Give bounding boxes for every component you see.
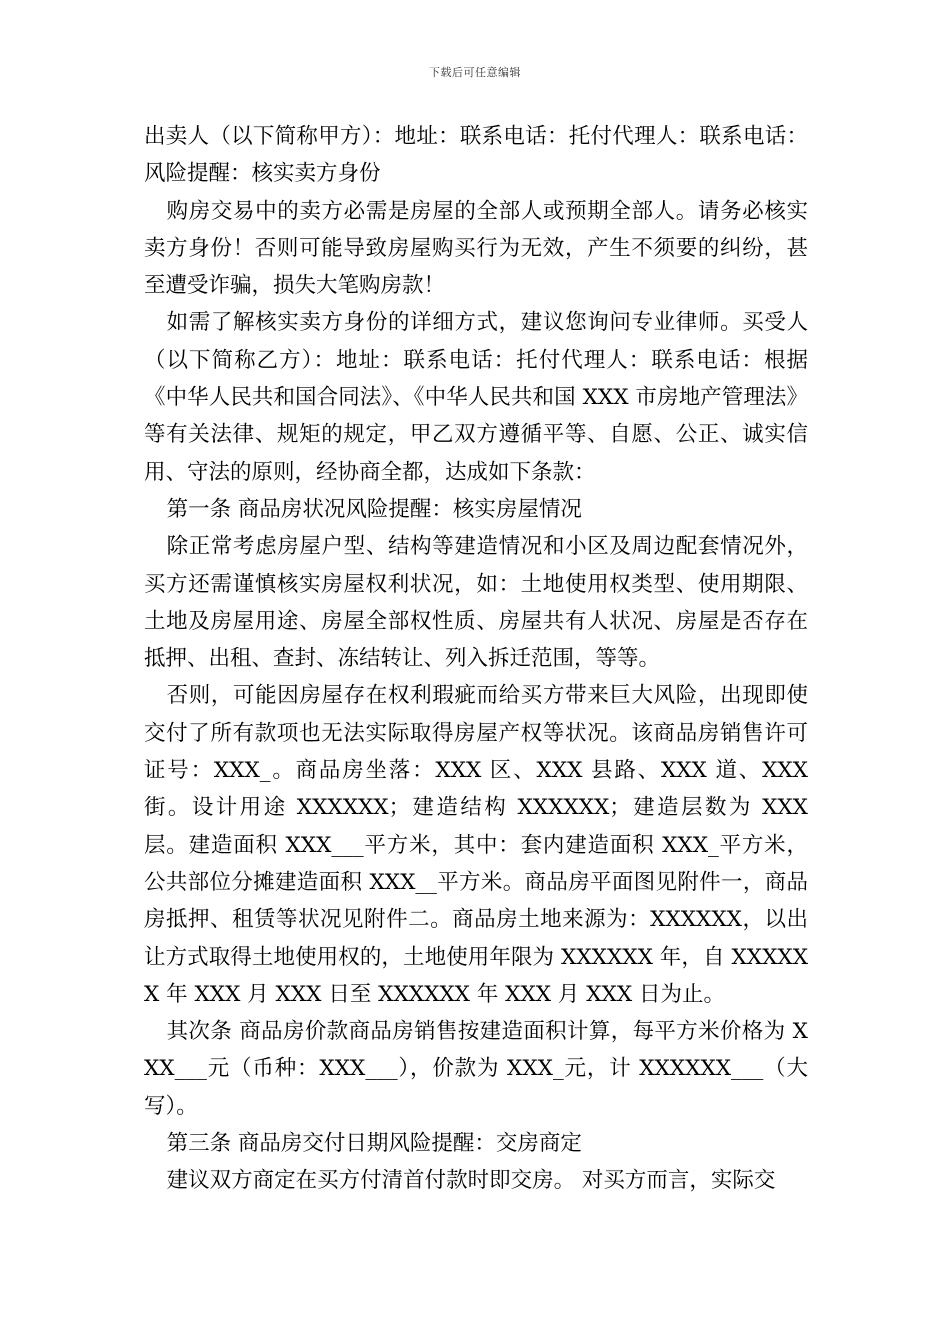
clause-1-heading: 第一条 商品房状况风险提醒：核实房屋情况 xyxy=(166,496,582,522)
paragraph-seller-info: 出卖人（以下简称甲方）：地址：联系电话：托付代理人：联系电话：风险提醒：核实卖方身份 xyxy=(144,124,808,187)
paragraph-property-rights: 除正常考虑房屋户型、结构等建造情况和小区及周边配套情况外，买方还需谨慎核实房屋权利状况，如：土地使用权类型、使用期限、土地及房屋用途、房屋全部权性质、房屋共有人状况、房屋是否存在抵押、出租、查封、冻结转让、列入拆迁范围，等等。 xyxy=(144,534,808,672)
clause-3-heading: 第三条 商品房交付日期风险提醒：交房商定 xyxy=(166,1131,582,1157)
document-body xyxy=(144,118,808,1200)
page-header-note: 下载后可任意编辑 xyxy=(429,66,521,79)
paragraph-property-details: 否则，可能因房屋存在权利瑕疵而给买方带来巨大风险，出现即使交付了所有款项也无法实际取得房屋产权等状况。该商品房销售许可证号：XXX_。商品房坐落：XXX 区、XXX 县路、XXX 道、XXX 街。设计用途 XXXXXX；建造结构 XXXXXX；建造层数为 XXX 层。建造面积 XXX___平方米，其中：套内建造面积 XXX_平方米，公共部位分摊建造面积 XXX__平方米。商品房平面图见附件一，商品房抵押、租赁等状况见附件二。商品房土地来源为：XXXXXX，以出让方式取得土地使用权的，土地使用年限为 XXXXXX 年，自 XXXXXX 年 XXX 月 XXX 日至 XXXXXX 年 XXX 月 XXX 日为止。 xyxy=(144,683,808,1007)
clause-2-price: 其次条 商品房价款商品房销售按建造面积计算，每平方米价格为 XXX___元（币种：XXX___），价款为 XXX_元，计 XXXXXX___（大写）。 xyxy=(144,1019,808,1119)
paragraph-delivery-advice: 建议双方商定在买方付清首付款时即交房。 对买方而言，实际交 xyxy=(166,1168,776,1194)
paragraph-buyer-info: 如需了解核实卖方身份的详细方式，建议您询问专业律师。买受人（以下简称乙方）：地址：联系电话：托付代理人：联系电话：根据《中华人民共和国合同法》、《中华人民共和国 XXX 市房地产管理法》等有关法律、规矩的规定，甲乙双方遵循平等、自愿、公正、诚实信用、守法的原则，经协商全都，达成如下条款： xyxy=(144,310,808,485)
paragraph-verify-seller: 购房交易中的卖方必需是房屋的全部人或预期全部人。请务必核实卖方身份！否则可能导致房屋购买行为无效，产生不须要的纠纷，甚至遭受诈骗，损失大笔购房款！ xyxy=(144,198,808,299)
